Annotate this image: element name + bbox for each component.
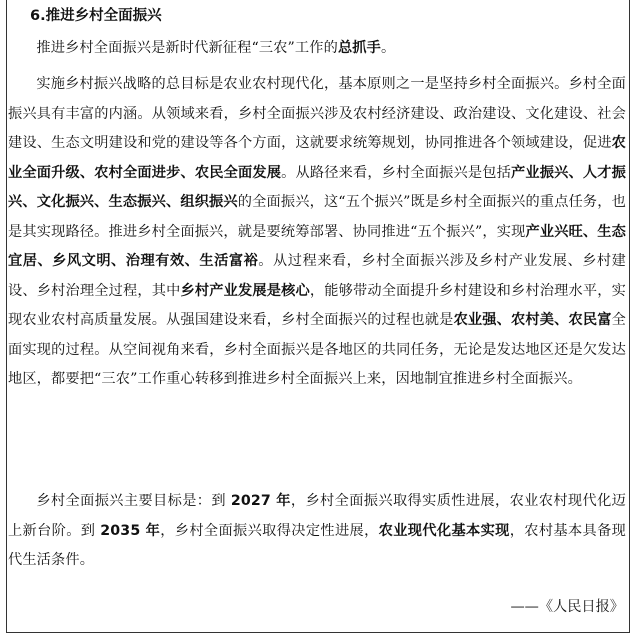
emphasis: 2035 年 [100, 522, 161, 539]
section-title: 6.推进乡村全面振兴 [30, 8, 162, 24]
emphasis: 产业振兴、人才振兴、文化振兴、生态振兴、组织振兴 [8, 164, 626, 210]
emphasis: 农业强、农村美、农民富 [453, 312, 612, 328]
paragraph-1: 推进乡村全面振兴是新时代新征程“三农”工作的总抓手。 [36, 40, 396, 56]
paragraph-3: 乡村全面振兴主要目标是：到 2027 年，乡村全面振兴取得实质性进展，农业农村现代化迈上新台阶。到 2035 年，乡村全面振兴取得决定性进展，农业现代化基本实现，农村基本具备现代生活条件。 [8, 493, 627, 568]
emphasis: 2027 年 [230, 493, 291, 509]
emphasis: 产业兴旺、生态宜居、乡风文明、治理有效、生活富裕 [8, 223, 626, 269]
source-attribution: ——《人民日报》 [510, 599, 624, 615]
emphasis: 农业现代化基本实现 [378, 522, 510, 539]
emphasis: 乡村产业发展是核心 [180, 282, 310, 299]
emphasis: 农业全面升级、农村全面进步、农民全面发展 [8, 135, 626, 181]
paragraph-2: 实施乡村振兴战略的总目标是农业农村现代化，基本原则之一是坚持乡村全面振兴。乡村全面振兴具有丰富的内涵。从领域来看，乡村全面振兴涉及农村经济建设、政治建设、文化建设、社会建设、生态文明建设和党的建设等各个方面，这就要求统筹规划，协同推进各个领域建设，促进农业全面升级、农村全面进步、农民全面发展。从路径来看，乡村全面振兴是包括产业振兴、人才振兴、文化振兴、生态振兴、组织振兴的全面振兴，这“五个振兴”既是乡村全面振兴的重点任务，也是其实现路径。推进乡村全面振兴，就是要统筹部署、协同推进“五个振兴”，实现产业兴旺、生态宜居、乡风文明、治理有效、生活富裕。从过程来看，乡村全面振兴涉及乡村产业发展、乡村建设、乡村治理全过程，其中乡村产业发展是核心，能够带动全面提升乡村建设和乡村治理水平，实现农业农村高质量发展。从强国建设来看，乡村全面振兴的过程也就是农业强、农村美、农民富全面实现的过程。从空间视角来看，乡村全面振兴是各地区的共同任务，无论是发达地区还是欠发达地区，都要把“三农”工作重心转移到推进乡村全面振兴上来，因地制宜推进乡村全面振兴。 [8, 76, 627, 387]
emphasis: 总抓手 [337, 40, 381, 56]
